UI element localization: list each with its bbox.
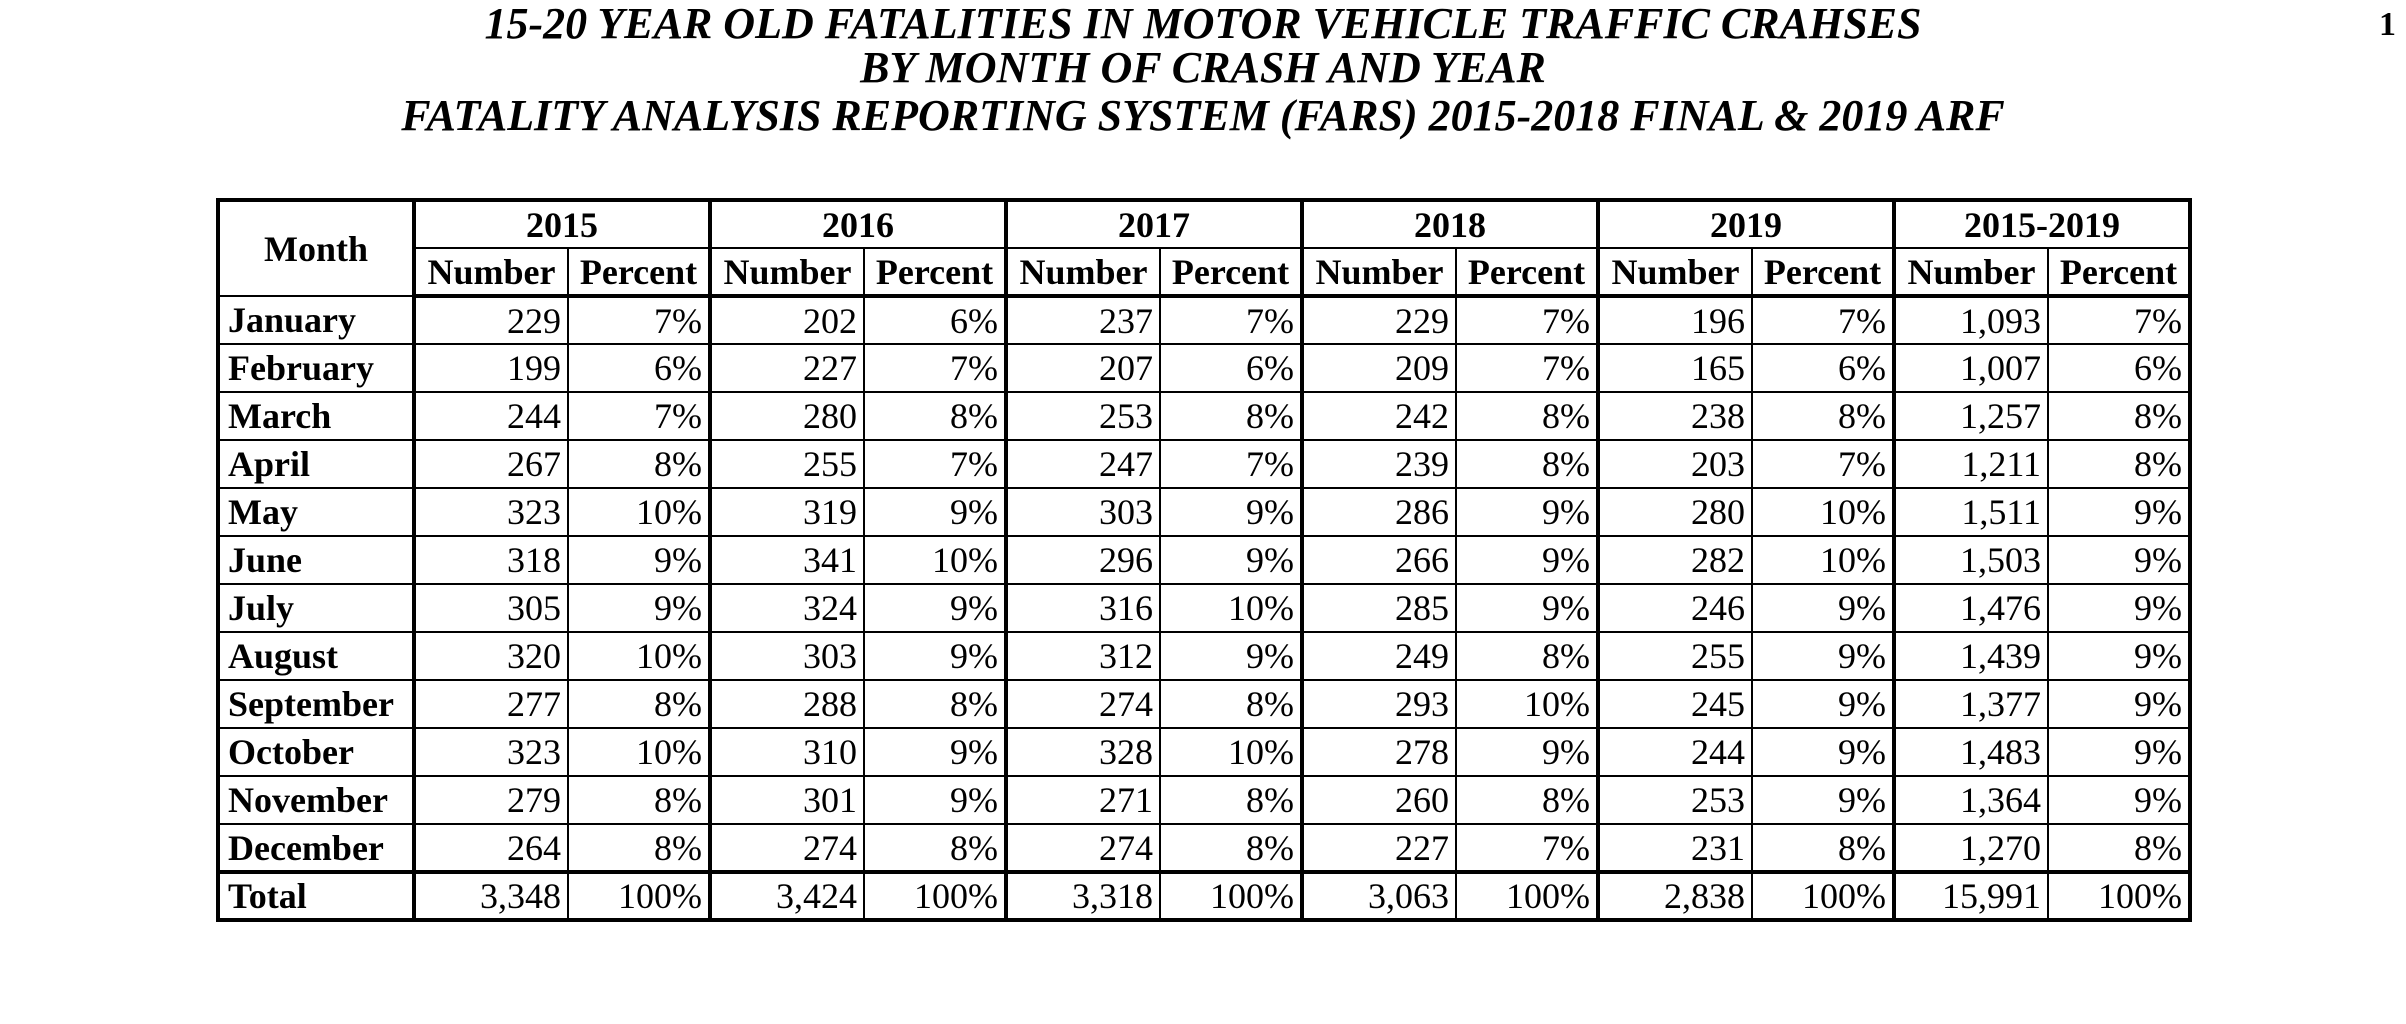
percent-cell: 6% <box>568 344 710 392</box>
percent-cell: 10% <box>568 728 710 776</box>
percent-cell: 8% <box>864 392 1006 440</box>
percent-cell: 9% <box>2048 488 2190 536</box>
table-body <box>218 296 2190 920</box>
percent-cell: 9% <box>1456 536 1598 584</box>
table-row <box>218 584 2190 632</box>
table-row <box>218 296 2190 344</box>
month-cell: September <box>218 680 414 728</box>
total-row <box>218 872 2190 920</box>
percent-cell: 7% <box>2048 296 2190 344</box>
number-cell: 229 <box>414 296 568 344</box>
percent-cell: 8% <box>1160 680 1302 728</box>
month-cell: October <box>218 728 414 776</box>
percent-column-header: Percent <box>1456 248 1598 296</box>
number-cell: 15,991 <box>1894 872 2048 920</box>
number-cell: 293 <box>1302 680 1456 728</box>
percent-cell: 8% <box>864 680 1006 728</box>
percent-cell: 7% <box>1160 440 1302 488</box>
table-row <box>218 440 2190 488</box>
percent-cell: 9% <box>568 584 710 632</box>
percent-cell: 9% <box>1752 632 1894 680</box>
percent-cell: 9% <box>2048 728 2190 776</box>
percent-cell: 7% <box>1456 824 1598 872</box>
percent-cell: 100% <box>568 872 710 920</box>
number-cell: 245 <box>1598 680 1752 728</box>
year-header-2015: 2015 <box>414 200 710 248</box>
percent-cell: 7% <box>864 344 1006 392</box>
number-cell: 296 <box>1006 536 1160 584</box>
number-cell: 3,063 <box>1302 872 1456 920</box>
table-row <box>218 680 2190 728</box>
number-cell: 1,211 <box>1894 440 2048 488</box>
percent-cell: 7% <box>1160 296 1302 344</box>
number-cell: 239 <box>1302 440 1456 488</box>
percent-column-header: Percent <box>1752 248 1894 296</box>
number-cell: 199 <box>414 344 568 392</box>
number-cell: 260 <box>1302 776 1456 824</box>
number-cell: 286 <box>1302 488 1456 536</box>
percent-cell: 7% <box>568 296 710 344</box>
title-line-1: 15-20 YEAR OLD FATALITIES IN MOTOR VEHICLE TRAFFIC CRAHSES <box>484 0 1922 48</box>
percent-cell: 6% <box>2048 344 2190 392</box>
year-header-row <box>218 200 2190 248</box>
title-line-3: FATALITY ANALYSIS REPORTING SYSTEM (FARS) 2015-2018 FINAL & 2019 ARF <box>401 91 2005 140</box>
percent-cell: 8% <box>1456 440 1598 488</box>
number-column-header: Number <box>1598 248 1752 296</box>
month-cell: August <box>218 632 414 680</box>
number-cell: 280 <box>1598 488 1752 536</box>
number-cell: 305 <box>414 584 568 632</box>
month-cell: December <box>218 824 414 872</box>
percent-cell: 8% <box>1160 392 1302 440</box>
month-cell: March <box>218 392 414 440</box>
percent-cell: 100% <box>1456 872 1598 920</box>
table-row <box>218 776 2190 824</box>
percent-cell: 9% <box>2048 584 2190 632</box>
number-cell: 242 <box>1302 392 1456 440</box>
table-row <box>218 728 2190 776</box>
fatalities-table <box>216 198 2192 922</box>
percent-cell: 9% <box>1752 680 1894 728</box>
percent-cell: 9% <box>864 488 1006 536</box>
percent-cell: 10% <box>568 488 710 536</box>
percent-cell: 6% <box>864 296 1006 344</box>
percent-cell: 9% <box>1752 728 1894 776</box>
number-cell: 271 <box>1006 776 1160 824</box>
percent-cell: 9% <box>1456 584 1598 632</box>
percent-cell: 10% <box>1456 680 1598 728</box>
percent-cell: 8% <box>1456 776 1598 824</box>
percent-cell: 8% <box>2048 392 2190 440</box>
number-cell: 244 <box>1598 728 1752 776</box>
percent-cell: 7% <box>1752 440 1894 488</box>
number-cell: 1,377 <box>1894 680 2048 728</box>
number-cell: 231 <box>1598 824 1752 872</box>
month-cell: July <box>218 584 414 632</box>
table-row <box>218 344 2190 392</box>
number-column-header: Number <box>1894 248 2048 296</box>
number-cell: 324 <box>710 584 864 632</box>
percent-cell: 8% <box>864 824 1006 872</box>
percent-cell: 100% <box>2048 872 2190 920</box>
number-cell: 1,503 <box>1894 536 2048 584</box>
number-cell: 227 <box>1302 824 1456 872</box>
number-cell: 253 <box>1598 776 1752 824</box>
percent-cell: 10% <box>1160 584 1302 632</box>
percent-cell: 8% <box>568 680 710 728</box>
percent-cell: 9% <box>568 536 710 584</box>
number-cell: 312 <box>1006 632 1160 680</box>
number-cell: 1,093 <box>1894 296 2048 344</box>
percent-cell: 9% <box>864 632 1006 680</box>
number-cell: 229 <box>1302 296 1456 344</box>
month-cell: June <box>218 536 414 584</box>
number-cell: 303 <box>1006 488 1160 536</box>
percent-cell: 9% <box>1456 728 1598 776</box>
number-column-header: Number <box>414 248 568 296</box>
year-header-2018: 2018 <box>1302 200 1598 248</box>
percent-cell: 100% <box>1752 872 1894 920</box>
percent-cell: 7% <box>1752 296 1894 344</box>
month-cell: May <box>218 488 414 536</box>
percent-cell: 9% <box>864 776 1006 824</box>
percent-cell: 9% <box>1160 632 1302 680</box>
number-cell: 316 <box>1006 584 1160 632</box>
number-column-header: Number <box>1302 248 1456 296</box>
percent-cell: 9% <box>864 728 1006 776</box>
percent-cell: 10% <box>1752 536 1894 584</box>
number-cell: 282 <box>1598 536 1752 584</box>
percent-cell: 9% <box>2048 632 2190 680</box>
number-cell: 1,476 <box>1894 584 2048 632</box>
percent-cell: 9% <box>1160 488 1302 536</box>
sub-header-row <box>218 248 2190 296</box>
number-cell: 267 <box>414 440 568 488</box>
percent-cell: 8% <box>568 776 710 824</box>
number-cell: 1,270 <box>1894 824 2048 872</box>
number-cell: 247 <box>1006 440 1160 488</box>
number-cell: 310 <box>710 728 864 776</box>
percent-cell: 10% <box>1160 728 1302 776</box>
percent-cell: 9% <box>2048 776 2190 824</box>
month-cell: April <box>218 440 414 488</box>
number-cell: 1,439 <box>1894 632 2048 680</box>
number-cell: 274 <box>1006 680 1160 728</box>
number-cell: 3,318 <box>1006 872 1160 920</box>
table-row <box>218 392 2190 440</box>
percent-cell: 100% <box>1160 872 1302 920</box>
percent-cell: 8% <box>2048 440 2190 488</box>
percent-cell: 9% <box>1160 536 1302 584</box>
percent-cell: 7% <box>1456 344 1598 392</box>
percent-cell: 100% <box>864 872 1006 920</box>
number-cell: 301 <box>710 776 864 824</box>
percent-column-header: Percent <box>2048 248 2190 296</box>
percent-cell: 8% <box>1456 632 1598 680</box>
table-row <box>218 824 2190 872</box>
year-header-2017: 2017 <box>1006 200 1302 248</box>
title-line-2: BY MONTH OF CRASH AND YEAR <box>860 43 1546 92</box>
number-cell: 202 <box>710 296 864 344</box>
number-cell: 207 <box>1006 344 1160 392</box>
number-cell: 227 <box>710 344 864 392</box>
table-row <box>218 488 2190 536</box>
table-row <box>218 632 2190 680</box>
number-cell: 3,424 <box>710 872 864 920</box>
percent-cell: 8% <box>1160 776 1302 824</box>
percent-cell: 9% <box>2048 680 2190 728</box>
number-cell: 1,364 <box>1894 776 2048 824</box>
month-cell: Total <box>218 872 414 920</box>
number-cell: 255 <box>710 440 864 488</box>
year-header-2019: 2019 <box>1598 200 1894 248</box>
percent-cell: 10% <box>864 536 1006 584</box>
percent-cell: 9% <box>864 584 1006 632</box>
number-cell: 278 <box>1302 728 1456 776</box>
number-cell: 323 <box>414 488 568 536</box>
percent-cell: 9% <box>1456 488 1598 536</box>
number-cell: 1,257 <box>1894 392 2048 440</box>
number-cell: 320 <box>414 632 568 680</box>
number-cell: 266 <box>1302 536 1456 584</box>
number-cell: 280 <box>710 392 864 440</box>
number-cell: 341 <box>710 536 864 584</box>
number-cell: 274 <box>1006 824 1160 872</box>
percent-column-header: Percent <box>568 248 710 296</box>
percent-cell: 6% <box>1752 344 1894 392</box>
percent-cell: 8% <box>1752 392 1894 440</box>
number-cell: 264 <box>414 824 568 872</box>
percent-cell: 10% <box>1752 488 1894 536</box>
number-cell: 1,511 <box>1894 488 2048 536</box>
number-cell: 1,483 <box>1894 728 2048 776</box>
percent-cell: 10% <box>568 632 710 680</box>
number-cell: 165 <box>1598 344 1752 392</box>
number-cell: 288 <box>710 680 864 728</box>
percent-column-header: Percent <box>864 248 1006 296</box>
number-cell: 3,348 <box>414 872 568 920</box>
number-cell: 328 <box>1006 728 1160 776</box>
number-cell: 244 <box>414 392 568 440</box>
number-cell: 209 <box>1302 344 1456 392</box>
number-cell: 279 <box>414 776 568 824</box>
month-cell: January <box>218 296 414 344</box>
percent-cell: 8% <box>568 440 710 488</box>
number-column-header: Number <box>1006 248 1160 296</box>
month-column-header: Month <box>218 200 414 296</box>
percent-cell: 7% <box>568 392 710 440</box>
year-header-2015-2019: 2015-2019 <box>1894 200 2190 248</box>
month-cell: November <box>218 776 414 824</box>
number-cell: 323 <box>414 728 568 776</box>
number-cell: 249 <box>1302 632 1456 680</box>
number-cell: 2,838 <box>1598 872 1752 920</box>
number-cell: 274 <box>710 824 864 872</box>
percent-cell: 7% <box>1456 296 1598 344</box>
number-cell: 285 <box>1302 584 1456 632</box>
percent-cell: 7% <box>864 440 1006 488</box>
number-cell: 253 <box>1006 392 1160 440</box>
percent-cell: 8% <box>1456 392 1598 440</box>
number-cell: 246 <box>1598 584 1752 632</box>
number-cell: 318 <box>414 536 568 584</box>
number-cell: 319 <box>710 488 864 536</box>
percent-cell: 8% <box>2048 824 2190 872</box>
number-cell: 277 <box>414 680 568 728</box>
percent-cell: 8% <box>1160 824 1302 872</box>
percent-cell: 9% <box>1752 584 1894 632</box>
table-row <box>218 536 2190 584</box>
number-cell: 303 <box>710 632 864 680</box>
percent-cell: 9% <box>1752 776 1894 824</box>
number-cell: 196 <box>1598 296 1752 344</box>
month-cell: February <box>218 344 414 392</box>
percent-cell: 8% <box>1752 824 1894 872</box>
page-number: 1 <box>2379 6 2396 43</box>
year-header-2016: 2016 <box>710 200 1006 248</box>
number-column-header: Number <box>710 248 864 296</box>
percent-column-header: Percent <box>1160 248 1302 296</box>
number-cell: 238 <box>1598 392 1752 440</box>
percent-cell: 9% <box>2048 536 2190 584</box>
number-cell: 203 <box>1598 440 1752 488</box>
percent-cell: 6% <box>1160 344 1302 392</box>
percent-cell: 8% <box>568 824 710 872</box>
number-cell: 1,007 <box>1894 344 2048 392</box>
number-cell: 255 <box>1598 632 1752 680</box>
number-cell: 237 <box>1006 296 1160 344</box>
fatalities-table-container <box>216 198 2192 922</box>
